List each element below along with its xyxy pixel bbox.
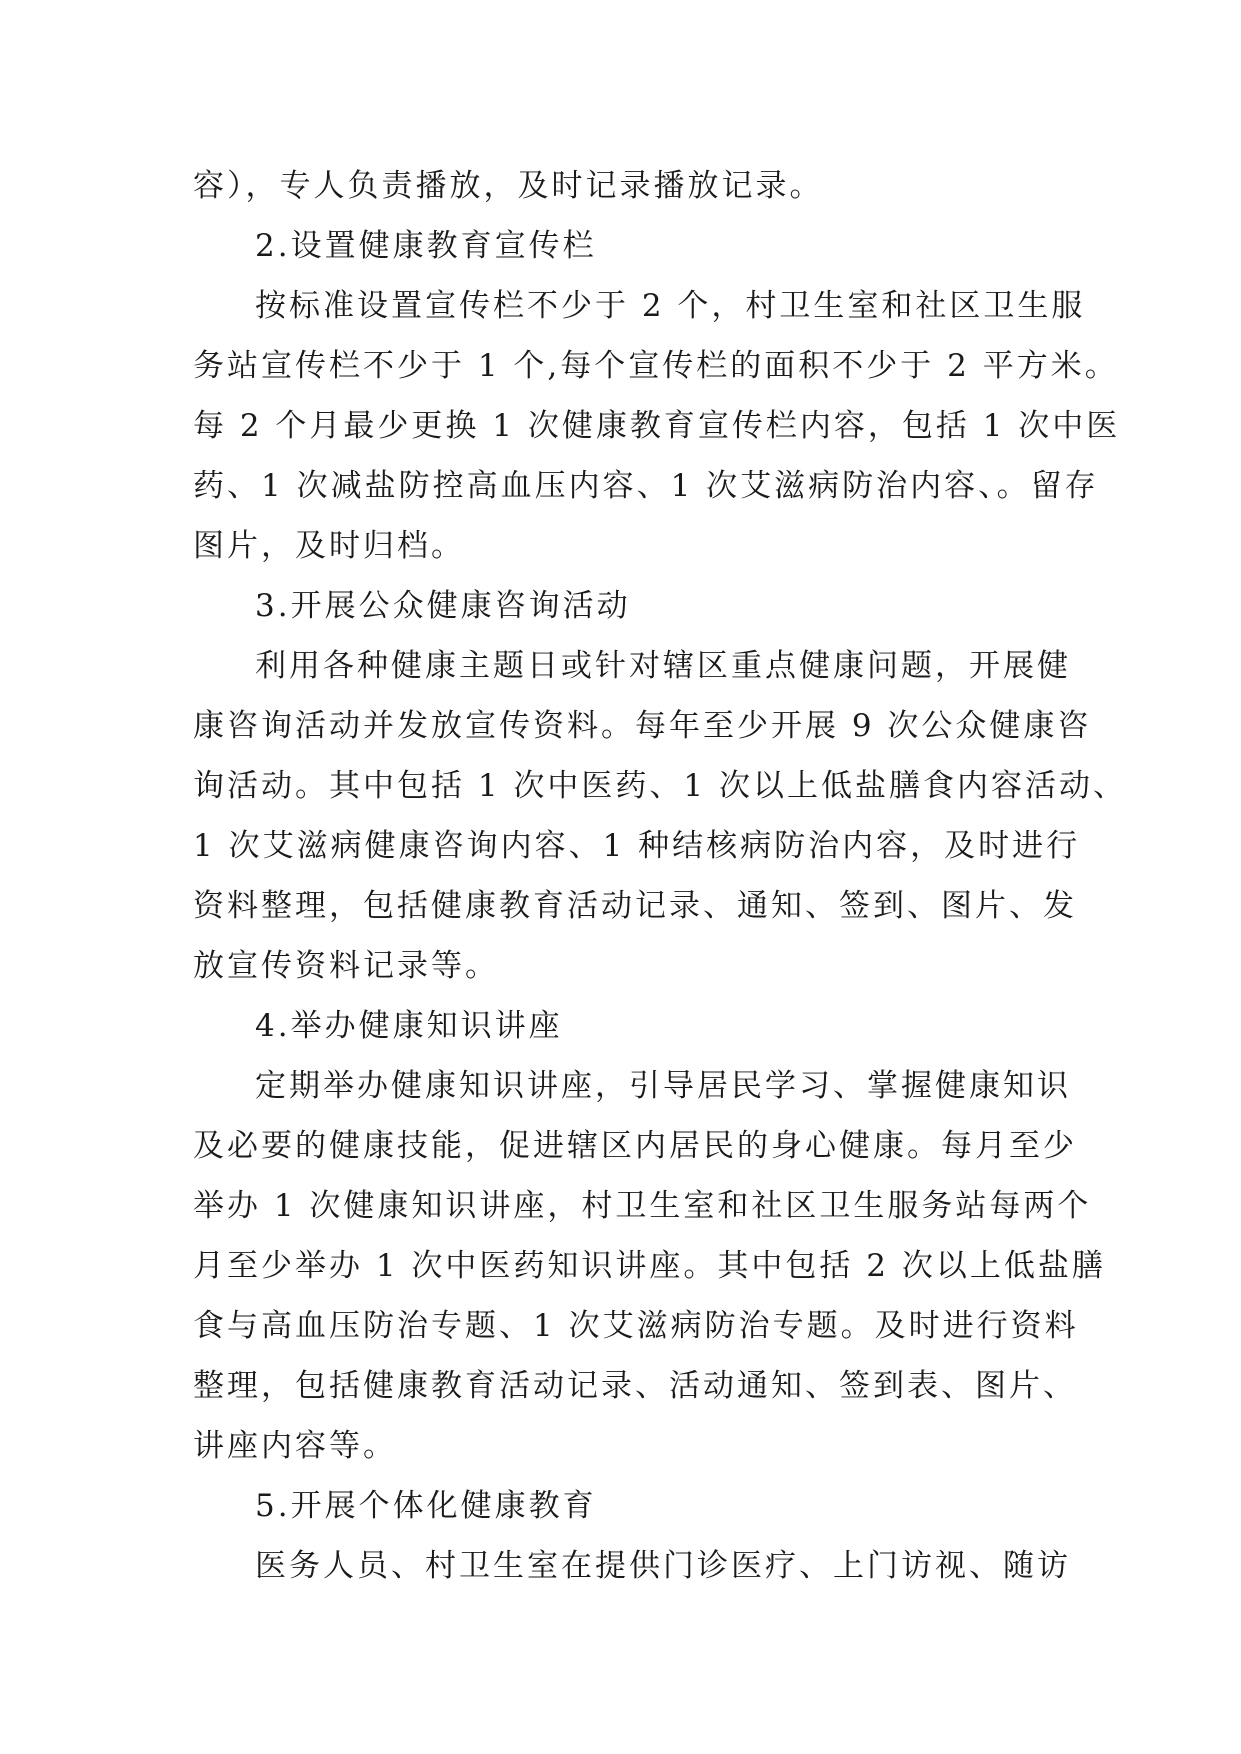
document-body [193, 156, 1128, 1596]
text-line: 询活动。其中包括 1 次中医药、1 次以上低盐膳食内容活动、 [193, 768, 1128, 804]
text-line: 4.举办健康知识讲座 [255, 1008, 563, 1044]
text-line: 1 次艾滋病健康咨询内容、1 种结核病防治内容，及时进行 [193, 828, 1081, 864]
text-line: 3.开展公众健康咨询活动 [255, 588, 631, 624]
text-line: 图片，及时归档。 [193, 528, 465, 564]
text-line: 康咨询活动并发放宣传资料。每年至少开展 9 次公众健康咨 [193, 708, 1092, 744]
text-line: 放宣传资料记录等。 [193, 948, 499, 984]
text-line: 讲座内容等。 [193, 1428, 397, 1464]
text-line: 按标准设置宣传栏不少于 2 个，村卫生室和社区卫生服 [255, 288, 1086, 324]
text-line: 每 2 个月最少更换 1 次健康教育宣传栏内容，包括 1 次中医 [193, 408, 1121, 444]
text-line: 资料整理，包括健康教育活动记录、通知、签到、图片、发 [193, 888, 1077, 924]
text-line: 定期举办健康知识讲座，引导居民学习、掌握健康知识 [255, 1068, 1071, 1104]
text-line: 务站宣传栏不少于 1 个,每个宣传栏的面积不少于 2 平方米。 [193, 348, 1119, 384]
text-line: 整理，包括健康教育活动记录、活动通知、签到表、图片、 [193, 1368, 1077, 1404]
text-line: 医务人员、村卫生室在提供门诊医疗、上门访视、随访 [255, 1548, 1071, 1584]
text-line: 药、1 次减盐防控高血压内容、1 次艾滋病防治内容、。留存 [193, 468, 1099, 504]
text-line: 举办 1 次健康知识讲座，村卫生室和社区卫生服务站每两个 [193, 1188, 1092, 1224]
text-line: 2.设置健康教育宣传栏 [255, 228, 597, 264]
text-line: 食与高血压防治专题、1 次艾滋病防治专题。及时进行资料 [193, 1308, 1079, 1344]
text-line: 容），专人负责播放，及时记录播放记录。 [193, 168, 824, 204]
text-line: 5.开展个体化健康教育 [255, 1488, 597, 1524]
text-line: 利用各种健康主题日或针对辖区重点健康问题，开展健 [255, 648, 1071, 684]
text-line: 及必要的健康技能，促进辖区内居民的身心健康。每月至少 [193, 1128, 1077, 1164]
text-line: 月至少举办 1 次中医药知识讲座。其中包括 2 次以上低盐膳 [193, 1248, 1106, 1284]
